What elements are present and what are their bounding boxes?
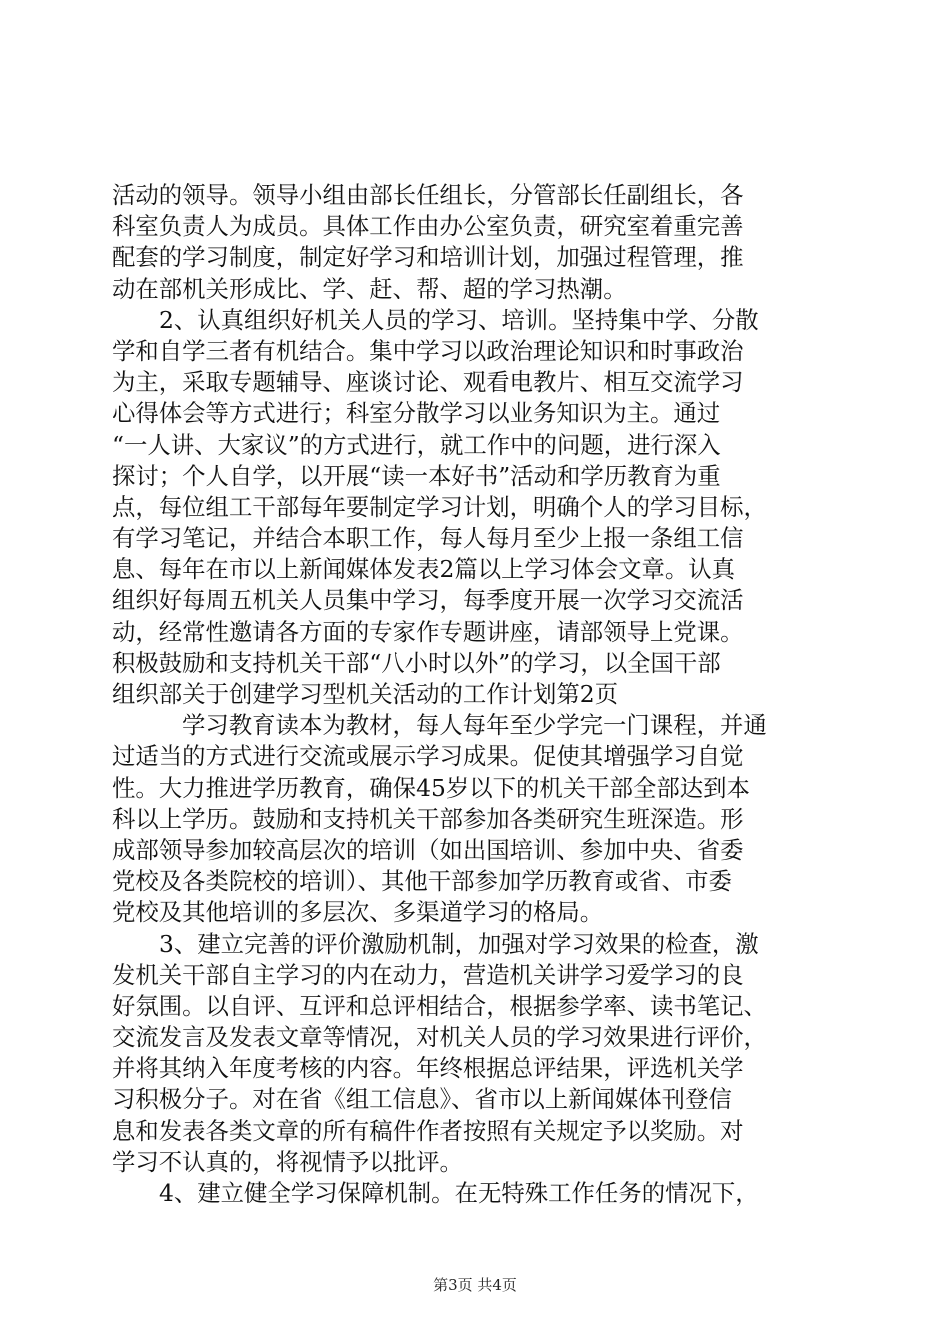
- text-line: 习积极分子。对在省《组工信息》、省市以上新闻媒体刊登信: [112, 1085, 732, 1114]
- text-line: 心得体会等方式进行；科室分散学习以业务知识为主。通过: [112, 399, 721, 428]
- text-line: 息和发表各类文章的所有稿件作者按照有关规定予以奖励。对: [112, 1116, 744, 1145]
- text-line: 发机关干部自主学习的内在动力，营造机关讲学习爱学习的良: [112, 960, 744, 989]
- text-line: 学和自学三者有机结合。集中学习以政治理论知识和时事政治: [112, 336, 744, 365]
- text-line: 组织部关于创建学习型机关活动的工作计划第2页: [112, 680, 619, 708]
- text-line: 有学习笔记，并结合本职工作，每人每月至少上报一条组工信: [112, 524, 744, 553]
- document-body: [112, 180, 832, 1209]
- text-line: 息、每年在市以上新闻媒体发表2篇以上学习体会文章。认真: [112, 555, 736, 584]
- paragraph-start-line: 学习教育读本为教材，每人每年至少学完一门课程，并通: [182, 711, 767, 740]
- text-line: 成部领导参加较高层次的培训（如出国培训、参加中央、省委: [112, 835, 744, 864]
- paragraph-start-line: 3、建立完善的评价激励机制，加强对学习效果的检查，激: [159, 929, 759, 958]
- paragraph-start-line: 2、认真组织好机关人员的学习、培训。坚持集中学、分散: [159, 305, 759, 334]
- page-footer: 第3页 共4页: [433, 1276, 517, 1294]
- text-line: 组织好每周五机关人员集中学习，每季度开展一次学习交流活: [112, 586, 744, 615]
- text-line: 交流发言及发表文章等情况，对机关人员的学习效果进行评价，: [112, 1023, 767, 1052]
- text-line: 科室负责人为成员。具体工作由办公室负责，研究室着重完善: [112, 212, 744, 241]
- text-line: 好氛围。以自评、互评和总评相结合，根据参学率、读书笔记、: [112, 991, 767, 1020]
- text-line: 积极鼓励和支持机关干部“八小时以外”的学习，以全国干部: [112, 648, 721, 677]
- text-line: 为主，采取专题辅导、座谈讨论、观看电教片、相互交流学习: [112, 368, 744, 397]
- text-line: 活动的领导。领导小组由部长任组长，分管部长任副组长，各: [112, 181, 744, 209]
- text-line: 党校及其他培训的多层次、多渠道学习的格局。: [112, 898, 604, 927]
- paragraph-start-line: 4、建立健全学习保障机制。在无特殊工作任务的情况下，: [159, 1179, 759, 1207]
- text-line: 学习不认真的，将视情予以批评。: [112, 1147, 463, 1176]
- text-line: 配套的学习制度，制定好学习和培训计划，加强过程管理，推: [112, 243, 744, 272]
- text-line: 动，经常性邀请各方面的专家作专题讲座，请部领导上党课。: [112, 617, 744, 646]
- text-line: 并将其纳入年度考核的内容。年终根据总评结果，评选机关学: [112, 1054, 744, 1083]
- text-line: 探讨；个人自学，以开展“读一本好书”活动和学历教育为重: [112, 461, 721, 490]
- text-line: 动在部机关形成比、学、赶、帮、超的学习热潮。: [112, 274, 627, 303]
- text-line: 科以上学历。鼓励和支持机关干部参加各类研究生班深造。形: [112, 804, 744, 833]
- text-line: 党校及各类院校的培训）、其他干部参加学历教育或省、市委: [112, 867, 732, 896]
- text-line: 过适当的方式进行交流或展示学习成果。促使其增强学习自觉: [112, 742, 744, 771]
- text-line: “一人讲、大家议”的方式进行，就工作中的问题，进行深入: [112, 430, 721, 459]
- text-line: 性。大力推进学历教育，确保45岁以下的机关干部全部达到本: [112, 773, 750, 802]
- text-line: 点，每位组工干部每年要制定学习计划，明确个人的学习目标，: [112, 492, 767, 521]
